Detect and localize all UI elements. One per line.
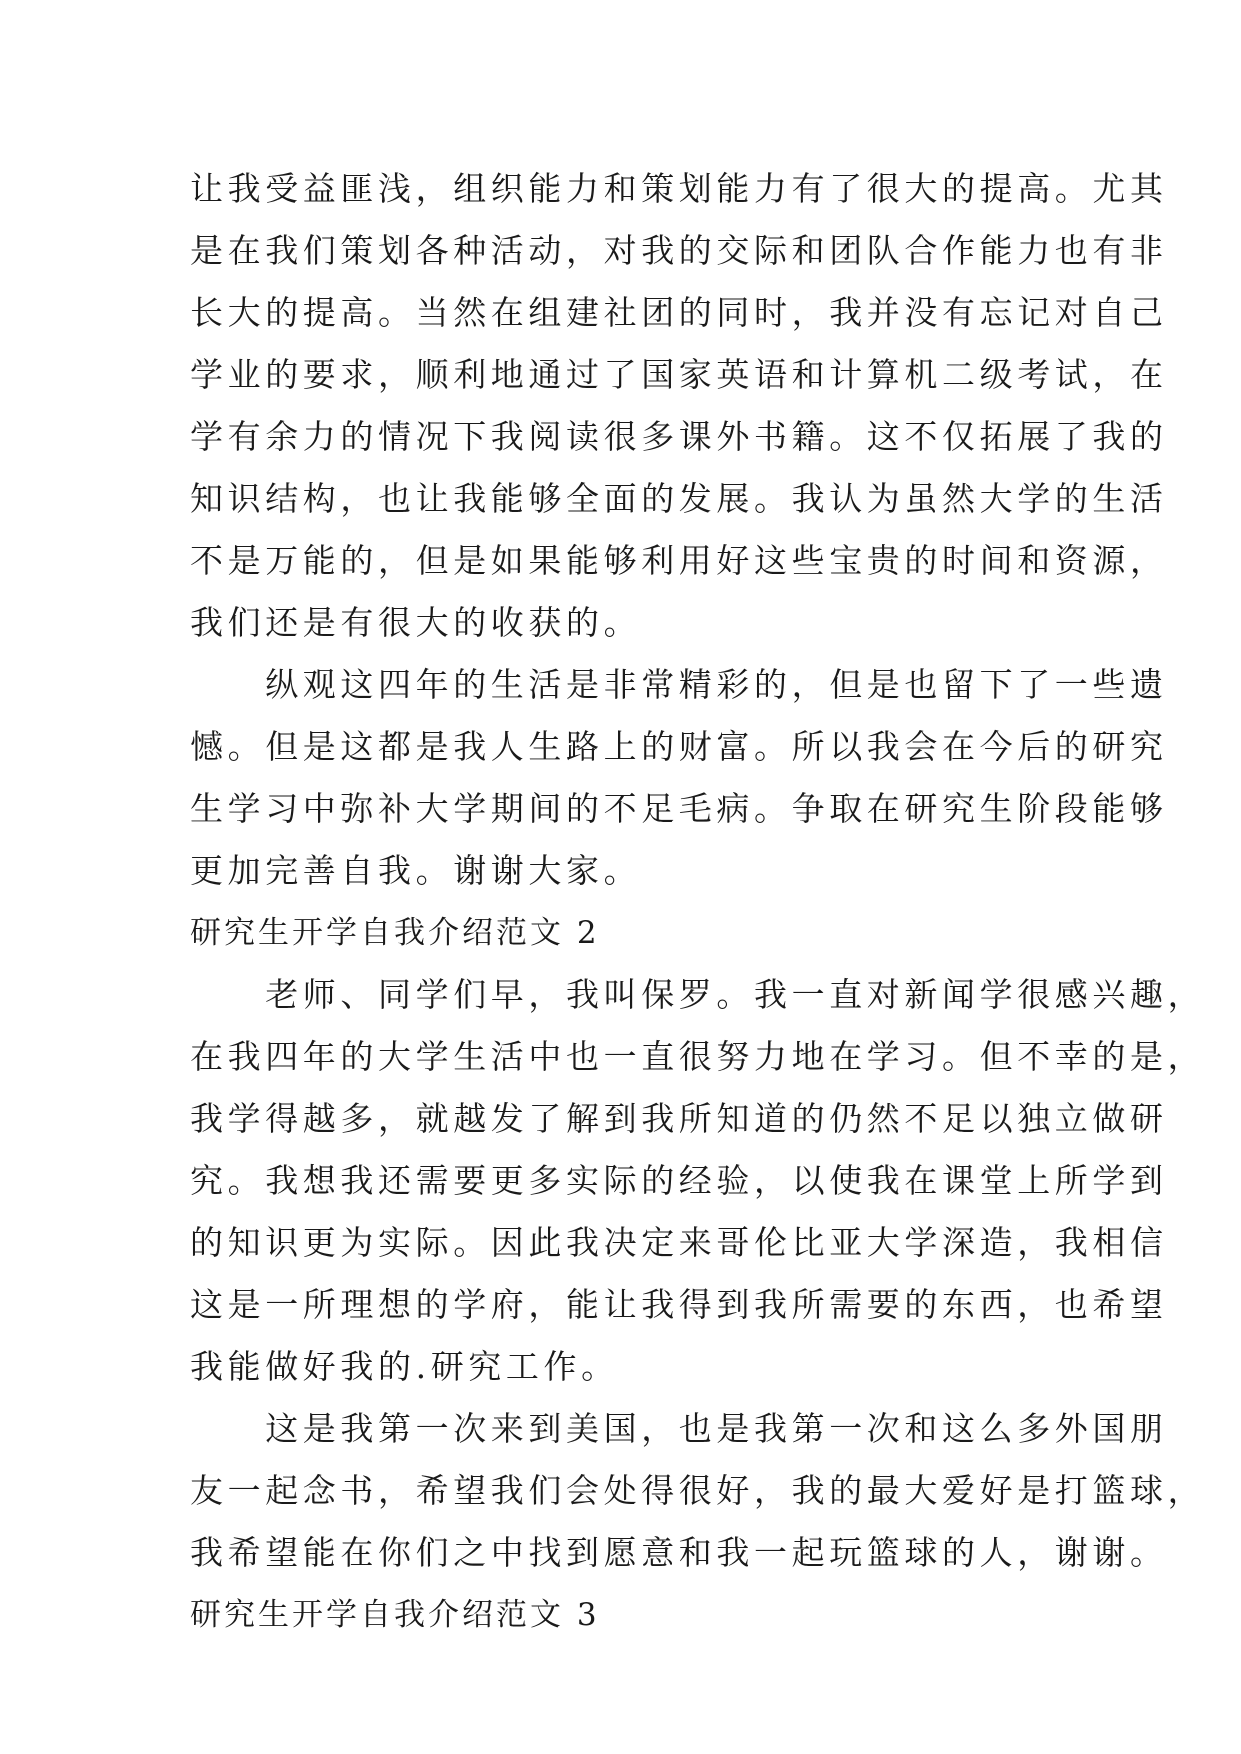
paragraph-line: 究。我想我还需要更多实际的经验，以使我在课堂上所学到 [190,1161,1168,1200]
paragraph-line: 这是一所理想的学府，能让我得到我所需要的东西，也希望 [190,1285,1168,1324]
section-heading: 研究生开学自我介绍范文 2 [190,915,600,951]
paragraph-line: 学业的要求，顺利地通过了国家英语和计算机二级考试，在 [190,355,1168,394]
paragraph-line: 我学得越多，就越发了解到我所知道的仍然不足以独立做研 [190,1099,1168,1138]
paragraph-line: 在我四年的大学生活中也一直很努力地在学习。但不幸的是， [190,1037,1206,1076]
paragraph-line: 这是我第一次来到美国，也是我第一次和这么多外国朋 [190,1409,1168,1448]
paragraph-line: 是在我们策划各种活动，对我的交际和团队合作能力也有非 [190,231,1168,270]
paragraph-line: 知识结构，也让我能够全面的发展。我认为虽然大学的生活 [190,479,1168,518]
paragraph-line: 不是万能的，但是如果能够利用好这些宝贵的时间和资源， [190,541,1168,580]
paragraph-line: 我希望能在你们之中找到愿意和我一起玩篮球的人，谢谢。 [190,1533,1168,1572]
paragraph-line: 纵观这四年的生活是非常精彩的，但是也留下了一些遗 [190,665,1168,704]
paragraph-line: 让我受益匪浅，组织能力和策划能力有了很大的提高。尤其 [190,169,1168,208]
document-body [190,158,1206,1646]
section-heading: 研究生开学自我介绍范文 3 [190,1597,600,1633]
paragraph-line: 我能做好我的.研究工作。 [190,1347,619,1386]
paragraph-line: 友一起念书，希望我们会处得很好，我的最大爱好是打篮球， [190,1471,1206,1510]
paragraph-line: 长大的提高。当然在组建社团的同时，我并没有忘记对自己 [190,293,1168,332]
paragraph-line: 我们还是有很大的收获的。 [190,603,642,642]
paragraph-line: 更加完善自我。谢谢大家。 [190,851,642,890]
paragraph-line: 憾。但是这都是我人生路上的财富。所以我会在今后的研究 [190,727,1168,766]
paragraph-line: 学有余力的情况下我阅读很多课外书籍。这不仅拓展了我的 [190,417,1168,456]
paragraph-line: 的知识更为实际。因此我决定来哥伦比亚大学深造，我相信 [190,1223,1168,1262]
paragraph-line: 老师、同学们早，我叫保罗。我一直对新闻学很感兴趣， [190,975,1206,1014]
paragraph-line: 生学习中弥补大学期间的不足毛病。争取在研究生阶段能够 [190,789,1168,828]
